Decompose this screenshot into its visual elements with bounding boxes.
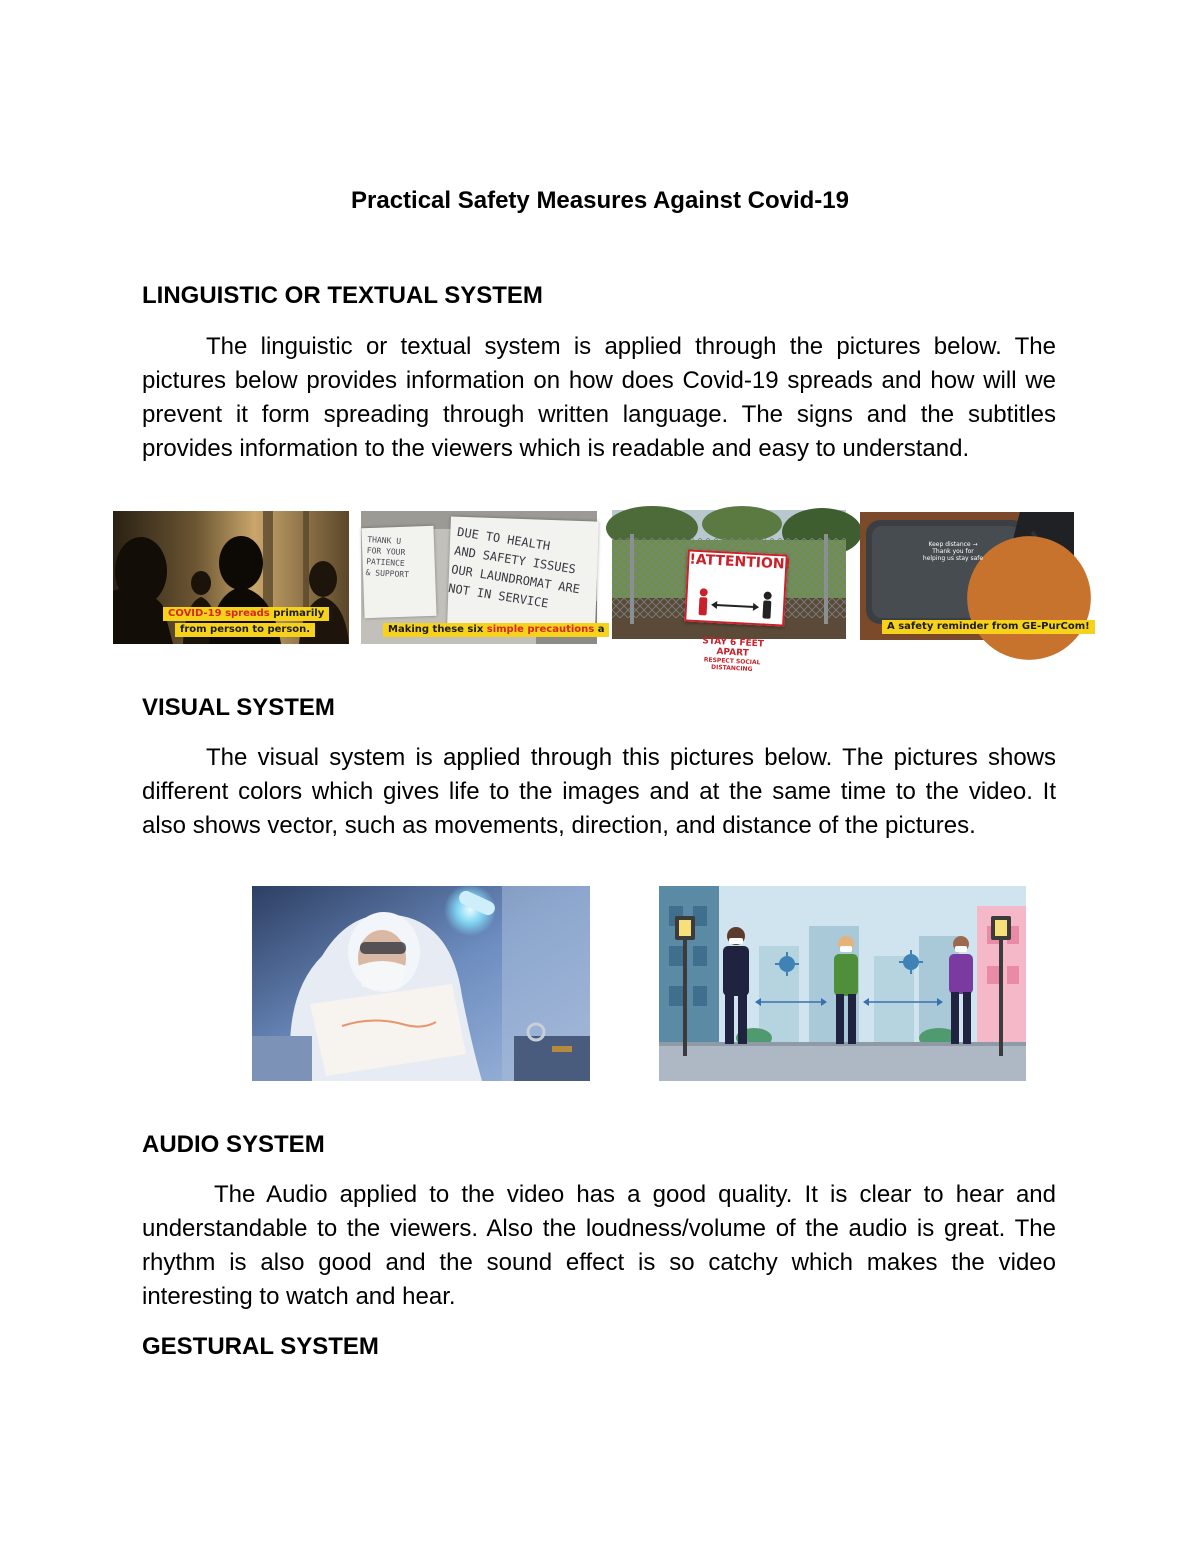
signs-caption [383, 623, 609, 637]
distance-pictogram [685, 568, 784, 641]
small-paper-sign [361, 526, 436, 618]
caption-highlight: simple precautions [486, 624, 595, 635]
silhouettes-caption-line1 [163, 607, 329, 621]
large-sign-text: DUE TO HEALTH AND SAFETY ISSUES OUR LAUNDROMAT ARE NOT IN SERVICE [447, 524, 581, 611]
small-sign-text: THANK U FOR YOUR PATIENCE & SUPPORT [365, 535, 410, 580]
lab-worker-scene [252, 886, 590, 1081]
screenshot-fence-sign [612, 510, 846, 673]
image-social-distancing-vector [659, 886, 1026, 1081]
caption-part1: A safety reminder [887, 621, 992, 632]
attention-sign-subline: RESPECT SOCIAL DISTANCING [703, 656, 761, 673]
paragraph-linguistic-text: The linguistic or textual system is applied through the pictures below. The pictures below provides information on how does Covid-19 spreads and how will we prevent it form spreading through written language. The signs and the subtitles provides information to the viewers which is readable and easy to understand. [142, 333, 1056, 462]
caption-highlight: COVID-19 spreads [168, 608, 270, 619]
attention-sign [684, 549, 792, 673]
heading-visual-system: VISUAL SYSTEM [142, 694, 335, 721]
document-title: Practical Safety Measures Against Covid-19 [351, 187, 849, 214]
bench-caption [882, 620, 1095, 634]
large-paper-sign [447, 516, 599, 629]
sticker-text: Keep distance → Thank you for helping us stay safe [922, 541, 984, 562]
screenshot-silhouettes [113, 511, 349, 644]
heading-gestural-system: GESTURAL SYSTEM [142, 1333, 379, 1360]
social-distancing-scene [659, 886, 1026, 1081]
screenshot-handwritten-signs [361, 511, 605, 644]
silhouettes-caption-line2: from person to person. [175, 623, 315, 637]
caption-rest: primarily [269, 608, 325, 619]
attention-sign-heading: !ATTENTION! [689, 551, 792, 573]
paragraph-linguistic-system [142, 330, 1056, 466]
paragraph-visual-system [142, 741, 1056, 843]
paragraph-audio-system [142, 1178, 1056, 1314]
heading-linguistic-system: LINGUISTIC OR TEXTUAL SYSTEM [142, 282, 543, 309]
paragraph-audio-text: The Audio applied to the video has a good quality. It is clear to hear and understandable to the viewers. Also the loudness/volume of the audio is great. The rhythm is also good and the sound effect is so catchy which makes the video interesting to watch and hear. [142, 1181, 1056, 1310]
paragraph-visual-text: The visual system is applied through this pictures below. The pictures shows different colors which gives life to the images and at the same time to the video. It also shows vector, such as movements, direction, and distance of the pictures. [142, 744, 1056, 839]
caption-part2: a [594, 624, 605, 635]
caption-part2: from GE-PurCom! [991, 621, 1090, 632]
attention-sign-line: STAY 6 FEET APART [702, 636, 765, 659]
screenshot-bench-sticker [860, 512, 1090, 640]
heading-audio-system: AUDIO SYSTEM [142, 1131, 325, 1158]
caption-part1: Making these six [388, 624, 487, 635]
image-lab-worker [252, 886, 590, 1081]
